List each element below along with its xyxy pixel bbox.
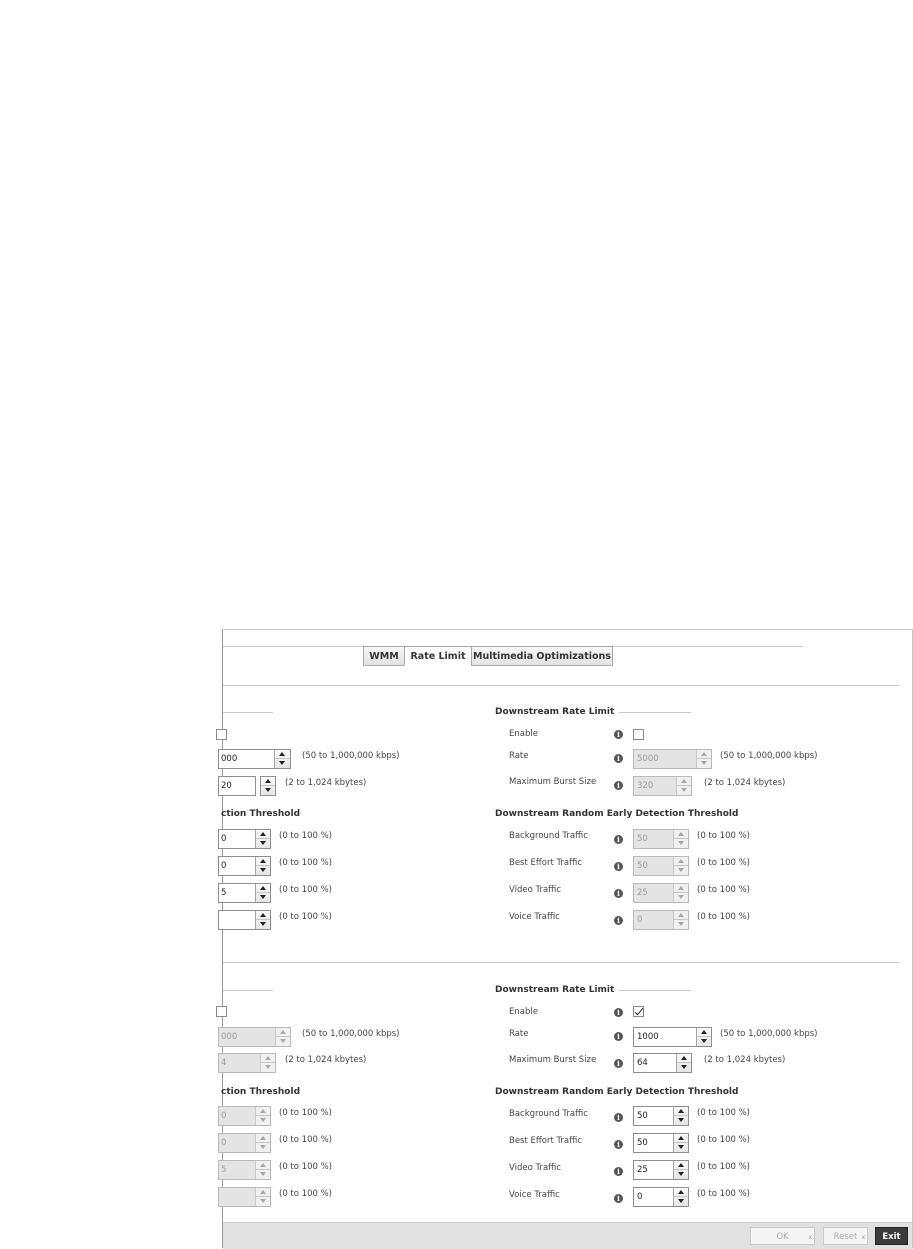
- upstream-best-effort-value: 0: [221, 1138, 227, 1148]
- downstream-background-range: (0 to 100 %): [697, 1108, 750, 1118]
- downstream-voice-input[interactable]: [633, 1187, 689, 1207]
- downstream-voice-range: (0 to 100 %): [697, 912, 750, 922]
- stepper-down-icon[interactable]: [256, 893, 270, 902]
- downstream-enable-label: Enable: [509, 1007, 538, 1017]
- upstream-rate-input[interactable]: [218, 749, 275, 769]
- upstream-background-range: (0 to 100 %): [279, 831, 332, 841]
- downstream-enable-checkbox[interactable]: [633, 729, 644, 740]
- stepper-down-icon[interactable]: [697, 1037, 711, 1046]
- downstream-best-effort-input[interactable]: [633, 856, 689, 876]
- downstream-video-label: Video Traffic: [509, 1163, 562, 1173]
- stepper-down-icon[interactable]: [674, 1116, 688, 1125]
- upstream-rate-input[interactable]: [218, 1027, 291, 1047]
- downstream-best-effort-label: Best Effort Traffic: [509, 858, 583, 868]
- upstream-voice-range: (0 to 100 %): [279, 1189, 332, 1199]
- stepper-down-icon[interactable]: [256, 920, 270, 929]
- stepper-down-icon[interactable]: [275, 759, 289, 768]
- stepper-up-icon[interactable]: [677, 777, 691, 786]
- upstream-enable-checkbox[interactable]: [216, 1006, 227, 1017]
- downstream-video-input[interactable]: [633, 883, 689, 903]
- upstream-best-effort-input[interactable]: [218, 1133, 271, 1153]
- downstream-burst-value: 64: [637, 1058, 648, 1068]
- upstream-best-effort-range: (0 to 100 %): [279, 1135, 332, 1145]
- downstream-best-effort-label: Best Effort Traffic: [509, 1136, 583, 1146]
- close-mark-icon: x: [861, 1234, 865, 1241]
- downstream-burst-label: Maximum Burst Size: [509, 1055, 597, 1065]
- downstream-burst-input[interactable]: [633, 1053, 692, 1073]
- upstream-enable-checkbox[interactable]: [216, 729, 227, 740]
- downstream-background-label: Background Traffic: [509, 1109, 588, 1119]
- section-divider: [223, 962, 899, 963]
- downstream-best-effort-value: 50: [637, 1138, 648, 1148]
- downstream-video-input[interactable]: [633, 1160, 689, 1180]
- downstream-video-value: 25: [637, 888, 648, 898]
- info-icon[interactable]: i: [614, 1194, 623, 1203]
- info-icon[interactable]: i: [614, 862, 623, 871]
- downstream-red-title: Downstream Random Early Detection Threshold: [495, 1087, 739, 1097]
- stepper-down-icon[interactable]: [256, 866, 270, 875]
- downstream-rate-limit-rule: [619, 712, 691, 713]
- upstream-burst-value: 20: [221, 781, 232, 791]
- info-icon[interactable]: i: [614, 1167, 623, 1176]
- stepper-up-icon[interactable]: [256, 911, 270, 920]
- downstream-rate-range: (50 to 1,000,000 kbps): [720, 1029, 818, 1039]
- stepper-down-icon[interactable]: [256, 1143, 270, 1152]
- upstream-video-value: 5: [221, 888, 227, 898]
- stepper-down-icon[interactable]: [697, 759, 711, 768]
- stepper-up-icon[interactable]: [256, 1107, 270, 1116]
- upstream-background-value: 0: [221, 1111, 227, 1121]
- info-icon[interactable]: i: [614, 730, 623, 739]
- upstream-voice-input[interactable]: [218, 1187, 271, 1207]
- section-divider: [223, 685, 899, 686]
- downstream-rate-limit-title: Downstream Rate Limit: [495, 985, 615, 995]
- downstream-burst-range: (2 to 1,024 kbytes): [704, 1055, 786, 1065]
- downstream-video-range: (0 to 100 %): [697, 885, 750, 895]
- upstream-video-input[interactable]: [218, 883, 271, 903]
- downstream-burst-input[interactable]: [633, 776, 692, 796]
- downstream-burst-range: (2 to 1,024 kbytes): [704, 778, 786, 788]
- exit-button[interactable]: [875, 1227, 908, 1245]
- upstream-background-range: (0 to 100 %): [279, 1108, 332, 1118]
- stepper-up-icon[interactable]: [674, 830, 688, 839]
- reset-button[interactable]: [823, 1227, 868, 1245]
- upstream-video-value: 5: [221, 1165, 227, 1175]
- downstream-rate-limit-rule: [619, 990, 691, 991]
- stepper-down-icon[interactable]: [261, 786, 275, 795]
- stepper-up-icon[interactable]: [261, 777, 275, 786]
- downstream-best-effort-value: 50: [637, 861, 648, 871]
- downstream-rate-range: (50 to 1,000,000 kbps): [720, 751, 818, 761]
- downstream-enable-label: Enable: [509, 729, 538, 739]
- downstream-voice-input[interactable]: [633, 910, 689, 930]
- stepper-down-icon[interactable]: [674, 1143, 688, 1152]
- downstream-burst-value: 320: [637, 781, 654, 791]
- downstream-background-input[interactable]: [633, 1106, 689, 1126]
- downstream-rate-value: 5000: [637, 754, 659, 764]
- upstream-rate-range: (50 to 1,000,000 kbps): [302, 751, 400, 761]
- downstream-background-label: Background Traffic: [509, 831, 588, 841]
- downstream-voice-label: Voice Traffic: [509, 912, 560, 922]
- stepper-down-icon[interactable]: [256, 839, 270, 848]
- downstream-best-effort-range: (0 to 100 %): [697, 858, 750, 868]
- upstream-background-value: 0: [221, 834, 227, 844]
- stepper-up-icon[interactable]: [256, 1134, 270, 1143]
- downstream-video-label: Video Traffic: [509, 885, 562, 895]
- stepper-up-icon[interactable]: [697, 1028, 711, 1037]
- stepper-down-icon[interactable]: [677, 1063, 691, 1072]
- downstream-background-value: 50: [637, 834, 648, 844]
- stepper-up-icon[interactable]: [674, 911, 688, 920]
- stepper-down-icon[interactable]: [674, 893, 688, 902]
- stepper-up-icon[interactable]: [674, 1161, 688, 1170]
- stepper-down-icon[interactable]: [256, 1116, 270, 1125]
- stepper-down-icon[interactable]: [674, 920, 688, 929]
- downstream-voice-value: 0: [637, 915, 643, 925]
- close-mark-icon: x: [808, 1234, 812, 1241]
- downstream-burst-label: Maximum Burst Size: [509, 777, 597, 787]
- downstream-enable-checkbox[interactable]: [633, 1006, 644, 1017]
- info-icon[interactable]: i: [614, 889, 623, 898]
- upstream-rate-stepper[interactable]: [275, 749, 291, 769]
- downstream-video-range: (0 to 100 %): [697, 1162, 750, 1172]
- downstream-rate-input[interactable]: [633, 1027, 712, 1047]
- downstream-best-effort-range: (0 to 100 %): [697, 1135, 750, 1145]
- stepper-down-icon[interactable]: [674, 866, 688, 875]
- stepper-down-icon[interactable]: [276, 1037, 290, 1046]
- stepper-up-icon[interactable]: [674, 1107, 688, 1116]
- upstream-video-range: (0 to 100 %): [279, 885, 332, 895]
- downstream-background-value: 50: [637, 1111, 648, 1121]
- downstream-voice-range: (0 to 100 %): [697, 1189, 750, 1199]
- upstream-best-effort-range: (0 to 100 %): [279, 858, 332, 868]
- reset-button-label: Reset: [833, 1232, 858, 1242]
- info-icon[interactable]: i: [614, 916, 623, 925]
- stepper-up-icon[interactable]: [674, 1134, 688, 1143]
- upstream-best-effort-input[interactable]: [218, 856, 271, 876]
- info-icon[interactable]: i: [614, 781, 623, 790]
- exit-button-label: Exit: [882, 1232, 901, 1242]
- stepper-up-icon[interactable]: [261, 1054, 275, 1063]
- stepper-up-icon[interactable]: [674, 857, 688, 866]
- downstream-voice-value: 0: [637, 1192, 643, 1202]
- stepper-down-icon[interactable]: [256, 1197, 270, 1206]
- upstream-rate-value: 000: [221, 1032, 238, 1042]
- stepper-up-icon[interactable]: [256, 857, 270, 866]
- upstream-rate-limit-rule: [223, 712, 273, 713]
- downstream-rate-label: Rate: [509, 1029, 529, 1039]
- upstream-background-input[interactable]: [218, 1106, 271, 1126]
- upstream-burst-value: 4: [221, 1058, 227, 1068]
- downstream-voice-label: Voice Traffic: [509, 1190, 560, 1200]
- downstream-video-value: 25: [637, 1165, 648, 1175]
- stepper-down-icon[interactable]: [677, 786, 691, 795]
- upstream-rate-range: (50 to 1,000,000 kbps): [302, 1029, 400, 1039]
- downstream-rate-input[interactable]: [633, 749, 712, 769]
- stepper-up-icon[interactable]: [256, 1161, 270, 1170]
- upstream-burst-range: (2 to 1,024 kbytes): [285, 778, 367, 788]
- stepper-up-icon[interactable]: [275, 750, 289, 759]
- upstream-burst-stepper[interactable]: [260, 776, 276, 796]
- tab-wmm[interactable]: WMM: [363, 646, 405, 666]
- stepper-down-icon[interactable]: [256, 1170, 270, 1179]
- upstream-burst-range: (2 to 1,024 kbytes): [285, 1055, 367, 1065]
- stepper-down-icon[interactable]: [261, 1063, 275, 1072]
- upstream-best-effort-value: 0: [221, 861, 227, 871]
- stepper-up-icon[interactable]: [674, 1188, 688, 1197]
- info-icon[interactable]: i: [614, 1140, 623, 1149]
- stepper-up-icon[interactable]: [697, 750, 711, 759]
- upstream-red-title: ction Threshold: [221, 809, 301, 819]
- downstream-rate-value: 1000: [637, 1032, 659, 1042]
- info-icon[interactable]: i: [614, 1032, 623, 1041]
- downstream-best-effort-input[interactable]: [633, 1133, 689, 1153]
- info-icon[interactable]: i: [614, 1113, 623, 1122]
- upstream-voice-range: (0 to 100 %): [279, 912, 332, 922]
- upstream-video-input[interactable]: [218, 1160, 271, 1180]
- stepper-down-icon[interactable]: [674, 1197, 688, 1206]
- info-icon[interactable]: i: [614, 835, 623, 844]
- rate-limit-panel: [222, 629, 913, 1248]
- upstream-video-range: (0 to 100 %): [279, 1162, 332, 1172]
- upstream-rate-limit-rule: [223, 990, 273, 991]
- ok-button-label: OK: [776, 1232, 789, 1242]
- info-icon[interactable]: i: [614, 754, 623, 763]
- stepper-up-icon[interactable]: [677, 1054, 691, 1063]
- upstream-burst-input[interactable]: [218, 1053, 276, 1073]
- stepper-down-icon[interactable]: [674, 1170, 688, 1179]
- upstream-rate-value: 000: [221, 754, 238, 764]
- upstream-background-input[interactable]: [218, 829, 271, 849]
- footer-bar: [223, 1222, 912, 1249]
- stepper-up-icon[interactable]: [256, 1188, 270, 1197]
- downstream-background-input[interactable]: [633, 829, 689, 849]
- tab-rate-limit[interactable]: Rate Limit: [404, 646, 472, 666]
- info-icon[interactable]: i: [614, 1059, 623, 1068]
- downstream-rate-limit-title: Downstream Rate Limit: [495, 707, 615, 717]
- stepper-down-icon[interactable]: [674, 839, 688, 848]
- ok-button[interactable]: [750, 1227, 815, 1245]
- stepper-up-icon[interactable]: [256, 884, 270, 893]
- tab-multimedia-optimizations[interactable]: Multimedia Optimizations: [471, 646, 613, 666]
- downstream-background-range: (0 to 100 %): [697, 831, 750, 841]
- info-icon[interactable]: i: [614, 1008, 623, 1017]
- stepper-up-icon[interactable]: [256, 830, 270, 839]
- stepper-up-icon[interactable]: [276, 1028, 290, 1037]
- downstream-rate-label: Rate: [509, 751, 529, 761]
- upstream-voice-input[interactable]: [218, 910, 271, 930]
- downstream-red-title: Downstream Random Early Detection Threshold: [495, 809, 739, 819]
- upstream-burst-input[interactable]: [218, 776, 256, 796]
- upstream-red-title: ction Threshold: [221, 1087, 301, 1097]
- stepper-up-icon[interactable]: [674, 884, 688, 893]
